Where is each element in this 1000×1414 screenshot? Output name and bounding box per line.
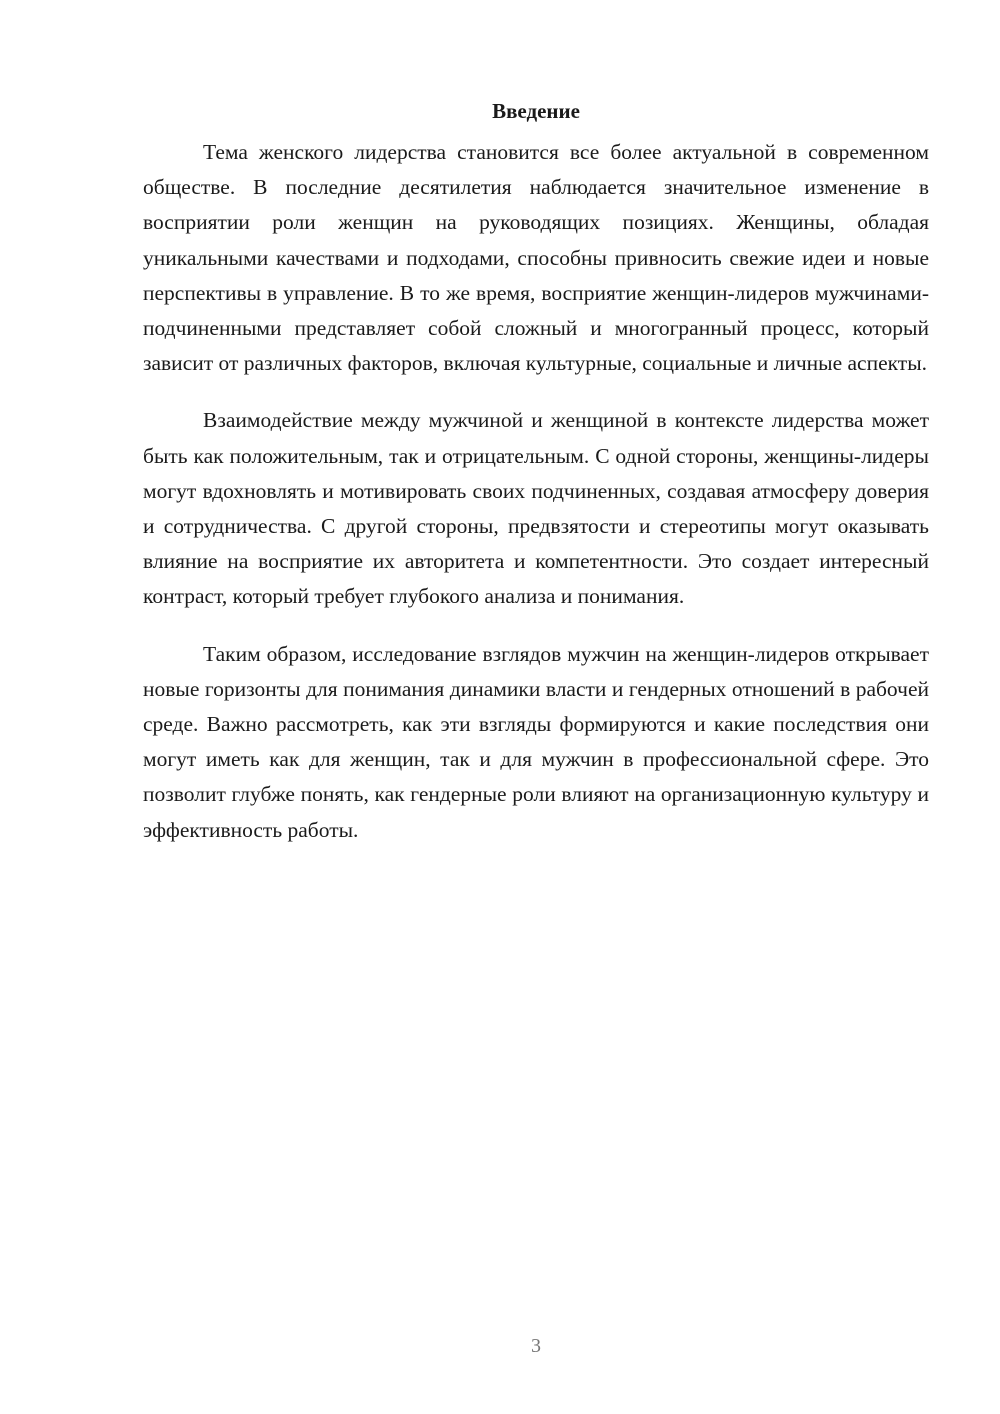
paragraph-1: Тема женского лидерства становится все более актуальной в современном обществе. В последние десятилетия наблюдается значительное изменение в восприятии роли женщин на руководящих позициях. Женщины, обладая уникальными качествами и подходами, способны привносить свежие идеи и новые перспективы в управление. В то же время, восприятие женщин-лидеров мужчинами-подчиненными представляет собой сложный и многогранный процесс, который зависит от различных факторов, включая культурные, социальные и личные аспекты. [143, 140, 929, 376]
section-heading: Введение [492, 99, 580, 123]
paragraph-3: Таким образом, исследование взглядов мужчин на женщин-лидеров открывает новые горизонты для понимания динамики власти и гендерных отношений в рабочей среде. Важно рассмотреть, как эти взгляды формируются и какие последствия они могут иметь как для женщин, так и для мужчин в профессиональной сфере. Это позволит глубже понять, как гендерные роли влияют на организационную культуру и эффективность работы. [143, 641, 929, 842]
paragraph-2: Взаимодействие между мужчиной и женщиной в контексте лидерства может быть как положительным, так и отрицательным. С одной стороны, женщины-лидеры могут вдохновлять и мотивировать своих подчиненных, создавая атмосферу доверия и сотрудничества. С другой стороны, предвзятости и стереотипы могут оказывать влияние на восприятие их авторитета и компетентности. Это создает интересный контраст, который требует глубокого анализа и понимания. [143, 408, 929, 609]
page-number: 3 [531, 1335, 541, 1357]
page-content [143, 97, 929, 870]
